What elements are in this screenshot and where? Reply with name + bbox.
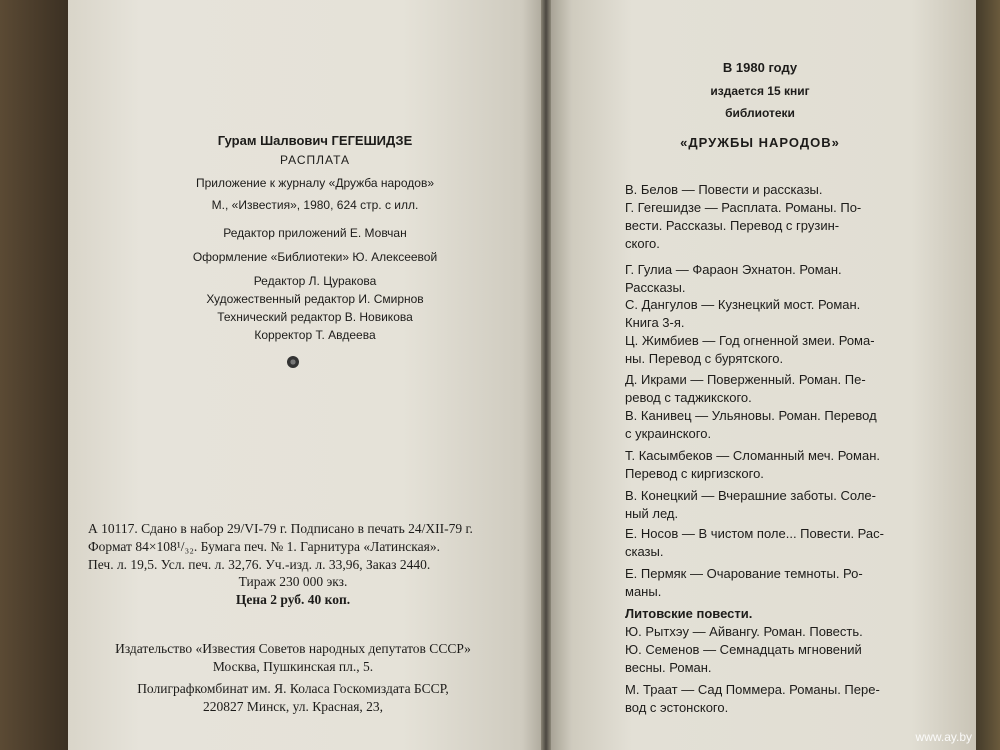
catalog-line: маны. <box>625 584 662 599</box>
catalog-line: ны. Перевод с бурятского. <box>625 351 784 366</box>
catalog-line: весны. Роман. <box>625 660 712 675</box>
credit-line: Редактор приложений Е. Мовчан <box>223 226 407 240</box>
catalog-line: Д. Икрами — Поверженный. Роман. Пе- <box>625 372 866 387</box>
catalog-line: С. Дангулов — Кузнецкий мост. Роман. <box>625 297 861 312</box>
catalog-line: вести. Рассказы. Перевод с грузин- <box>625 218 840 233</box>
price: Цена 2 руб. 40 коп. <box>235 592 351 607</box>
catalog-line: сказы. <box>625 544 664 559</box>
book-author: Гурам Шалвович ГЕГЕШИДЗЕ <box>217 133 413 148</box>
publisher-line: 220827 Минск, ул. Красная, 23, <box>202 699 384 714</box>
catalog-line: В. Конецкий — Вчерашние заботы. Соле- <box>625 488 876 503</box>
header-line: издается 15 книг <box>710 84 810 98</box>
tech-line: А 10117. Сдано в набор 29/VI-79 г. Подписано в печать 24/XII-79 г. <box>88 521 473 536</box>
publisher-mark-icon <box>287 356 299 368</box>
book-title: РАСПЛАТА <box>279 153 351 167</box>
catalog-line: Литовские повести. <box>625 606 753 621</box>
catalog-line: В. Белов — Повести и рассказы. <box>625 182 823 197</box>
catalog-line: ный лед. <box>625 506 679 521</box>
catalog-line: Е. Носов — В чистом поле... Повести. Рас- <box>625 526 884 541</box>
catalog-line: Перевод с киргизского. <box>625 466 764 481</box>
left-page <box>68 0 546 750</box>
credit-line: Корректор Т. Авдеева <box>254 328 376 342</box>
catalog-line: Е. Пермяк — Очарование темноты. Ро- <box>625 566 863 581</box>
credit-line: Технический редактор В. Новикова <box>217 310 413 324</box>
header-line: В 1980 году <box>722 60 798 75</box>
credit-line: Художественный редактор И. Смирнов <box>206 292 424 306</box>
catalog-line: Ю. Рытхэу — Айвангу. Роман. Повесть. <box>625 624 863 639</box>
credit-line: Оформление «Библиотеки» Ю. Алексеевой <box>192 250 438 264</box>
tech-line: Печ. л. 19,5. Усл. печ. л. 32,76. Уч.-изд. л. 33,96, Заказ 2440. <box>88 557 431 572</box>
imprint-line: М., «Известия», 1980, 624 стр. с илл. <box>211 198 419 212</box>
catalog-line: Ц. Жимбиев — Год огненной змеи. Рома- <box>625 333 875 348</box>
tech-line: Формат 84×108¹/₃₂. Бумага печ. № 1. Гарнитура «Латинская». <box>88 539 440 554</box>
book-spine <box>541 0 551 750</box>
catalog-line: М. Траат — Сад Поммера. Романы. Пере- <box>625 682 880 697</box>
header-line: библиотеки <box>725 106 795 120</box>
publisher-line: Москва, Пушкинская пл., 5. <box>212 659 374 674</box>
catalog-line: ревод с таджикского. <box>625 390 752 405</box>
credit-line: Редактор Л. Цуракова <box>253 274 377 288</box>
publisher-line: Издательство «Известия Советов народных депутатов СССР» <box>115 641 471 656</box>
catalog-line: В. Канивец — Ульяновы. Роман. Перевод <box>625 408 877 423</box>
catalog-line: с украинского. <box>625 426 712 441</box>
watermark: www.ay.by <box>915 730 972 744</box>
catalog-line: вод с эстонского. <box>625 700 729 715</box>
catalog-line: Рассказы. <box>625 280 686 295</box>
print-run: Тираж 230 000 экз. <box>238 574 348 589</box>
supplement-line: Приложение к журналу «Дружба народов» <box>196 176 434 190</box>
catalog-line: ского. <box>625 236 660 251</box>
series-title: «ДРУЖБЫ НАРОДОВ» <box>680 135 840 150</box>
catalog-line: Книга 3-я. <box>625 315 685 330</box>
catalog-line: Г. Гулиа — Фараон Эхнатон. Роман. <box>625 262 842 277</box>
table-surface <box>0 0 70 750</box>
catalog-line: Ю. Семенов — Семнадцать мгновений <box>625 642 862 657</box>
catalog-line: Г. Гегешидзе — Расплата. Романы. По- <box>625 200 862 215</box>
catalog-line: Т. Касымбеков — Сломанный меч. Роман. <box>625 448 880 463</box>
publisher-line: Полиграфкомбинат им. Я. Коласа Госкомиздата БССР, <box>137 681 449 696</box>
